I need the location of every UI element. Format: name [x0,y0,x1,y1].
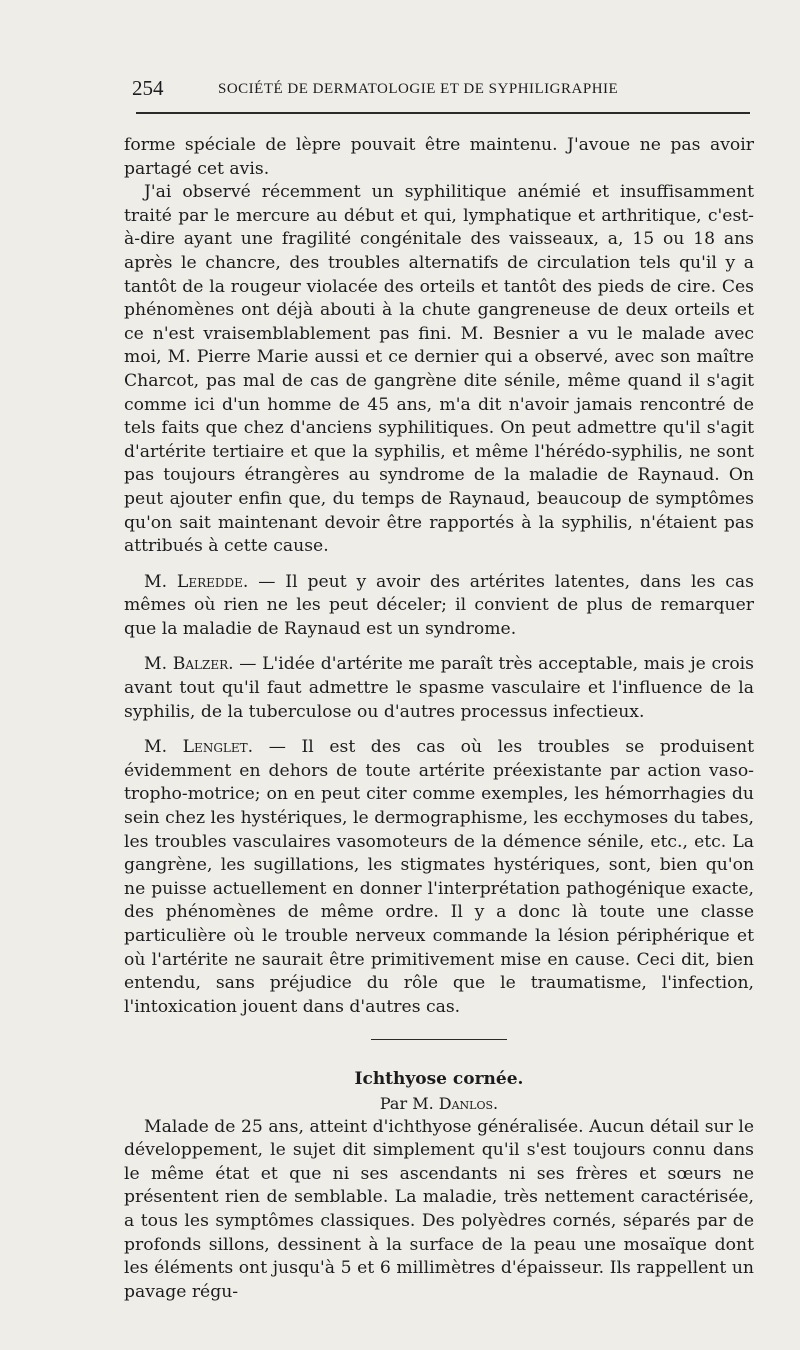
paragraph-leredde [124,571,754,642]
paragraph-continuation: forme spéciale de lèpre pouvait être maintenu. J'avoue ne pas avoir partagé cet avis. [124,135,754,179]
speaker-name: M. Balzer. [144,654,234,675]
speaker-remark: — Il est des cas où les troubles se produisent évidemment en dehors de toute artérite préexistante par action vaso-tropho-motrice; on en peut citer comme exemples, les hémorrhagies du sein chez les hystériques, le dermographisme, les ecchymoses du tabes, les troubles vasculaires vasomoteurs de la démence sénile, etc., etc. La gangrène, les sugillations, les stigmates hystériques, sont, bien qu'on ne puisse actuellement en donner l'interprétation pathogénique exacte, des phénomènes de même ordre. Il y a donc là toute une classe particulière où le trouble nerveux commande la lésion périphérique et où l'artérite ne saurait être primitivement mise en cause. Ceci dit, bien entendu, sans préjudice du rôle que le traumatisme, l'infection, l'intoxication jouent dans d'autres cas. [124,737,755,1017]
paragraph-observation: J'ai observé récemment un syphilitique anémié et insuffisamment traité par le mercure au début et qui, lymphatique et arthritique, c'est-à-dire ayant une fragilité congénitale des vaisseaux, a, 15 ou 18 ans après le chancre, des troubles alternatifs de circulation tels qu'il y a tantôt de la rougeur violacée des orteils et tantôt des pieds de cire. Ces phénomènes ont déjà abouti à la chute gangreneuse de deux orteils et ce n'est vraisemblablement pas fini. M. Besnier a vu le malade avec moi, M. Pierre Marie aussi et ce dernier qui a observé, avec son maître Charcot, pas mal de cas de gangrène dite sénile, même quand il s'agit comme ici d'un homme de 45 ans, m'a dit n'avoir jamais rencontré de tels faits que chez d'anciens syphilitiques. On peut admettre qu'il s'agit d'artérite tertiaire et que la syphilis, et même l'hérédo-syphilis, ne sont pas toujours étrangères au syndrome de la maladie de Raynaud. On peut ajouter enfin que, du temps de Raynaud, beaucoup de symptômes qu'on sait maintenant devoir être rapportés à la syphilis, n'étaient pas attribués à cette cause. [124,182,754,557]
running-head: SOCIÉTÉ DE DERMATOLOGIE ET DE SYPHILIGRAPHIE [218,81,619,97]
speaker-name: M. Leredde. [144,571,249,592]
paragraph-case: Malade de 25 ans, atteint d'ichthyose généralisée. Aucun détail sur le développement, le sujet dit simplement qu'il s'est toujours connu dans le même état et que ni ses ascendants ni ses frères et sœurs ne présentent rien de semblable. La maladie, très nettement caractérisée, a tous les symptômes classiques. Des polyèdres cornés, séparés par de profonds sillons, dessinent à la surface de la peau une mosaïque dont les éléments ont jusqu'à 5 et 6 millimètres d'épaisseur. Ils rappellent un pavage régu- [124,1116,754,1302]
section-title: Ichthyose cornée. [354,1069,524,1090]
byline-author: Danlos. [438,1093,499,1113]
page-number: 254 [132,76,164,100]
paragraph-lenglet [124,736,754,1019]
body-text [124,134,754,1304]
speaker-name: M. Lenglet. [144,737,254,758]
page-header [132,76,752,108]
paragraph-balzer [124,653,754,724]
speaker-remark: — Il peut y avoir des artérites latentes, dans les cas mêmes où rien ne les peut déceler; il convient de plus de remarquer que la maladie de Raynaud est un syndrome. [124,571,754,639]
section-divider [371,1039,507,1040]
header-rule [136,112,750,114]
speaker-remark: — L'idée d'artérite me paraît très acceptable, mais je crois avant tout qu'il faut admettre le spasme vasculaire et l'influence de la syphilis, de la tuberculose ou d'autres processus infectieux. [124,654,754,722]
byline-prefix: Par M. [379,1093,434,1113]
section-byline [124,1092,754,1116]
